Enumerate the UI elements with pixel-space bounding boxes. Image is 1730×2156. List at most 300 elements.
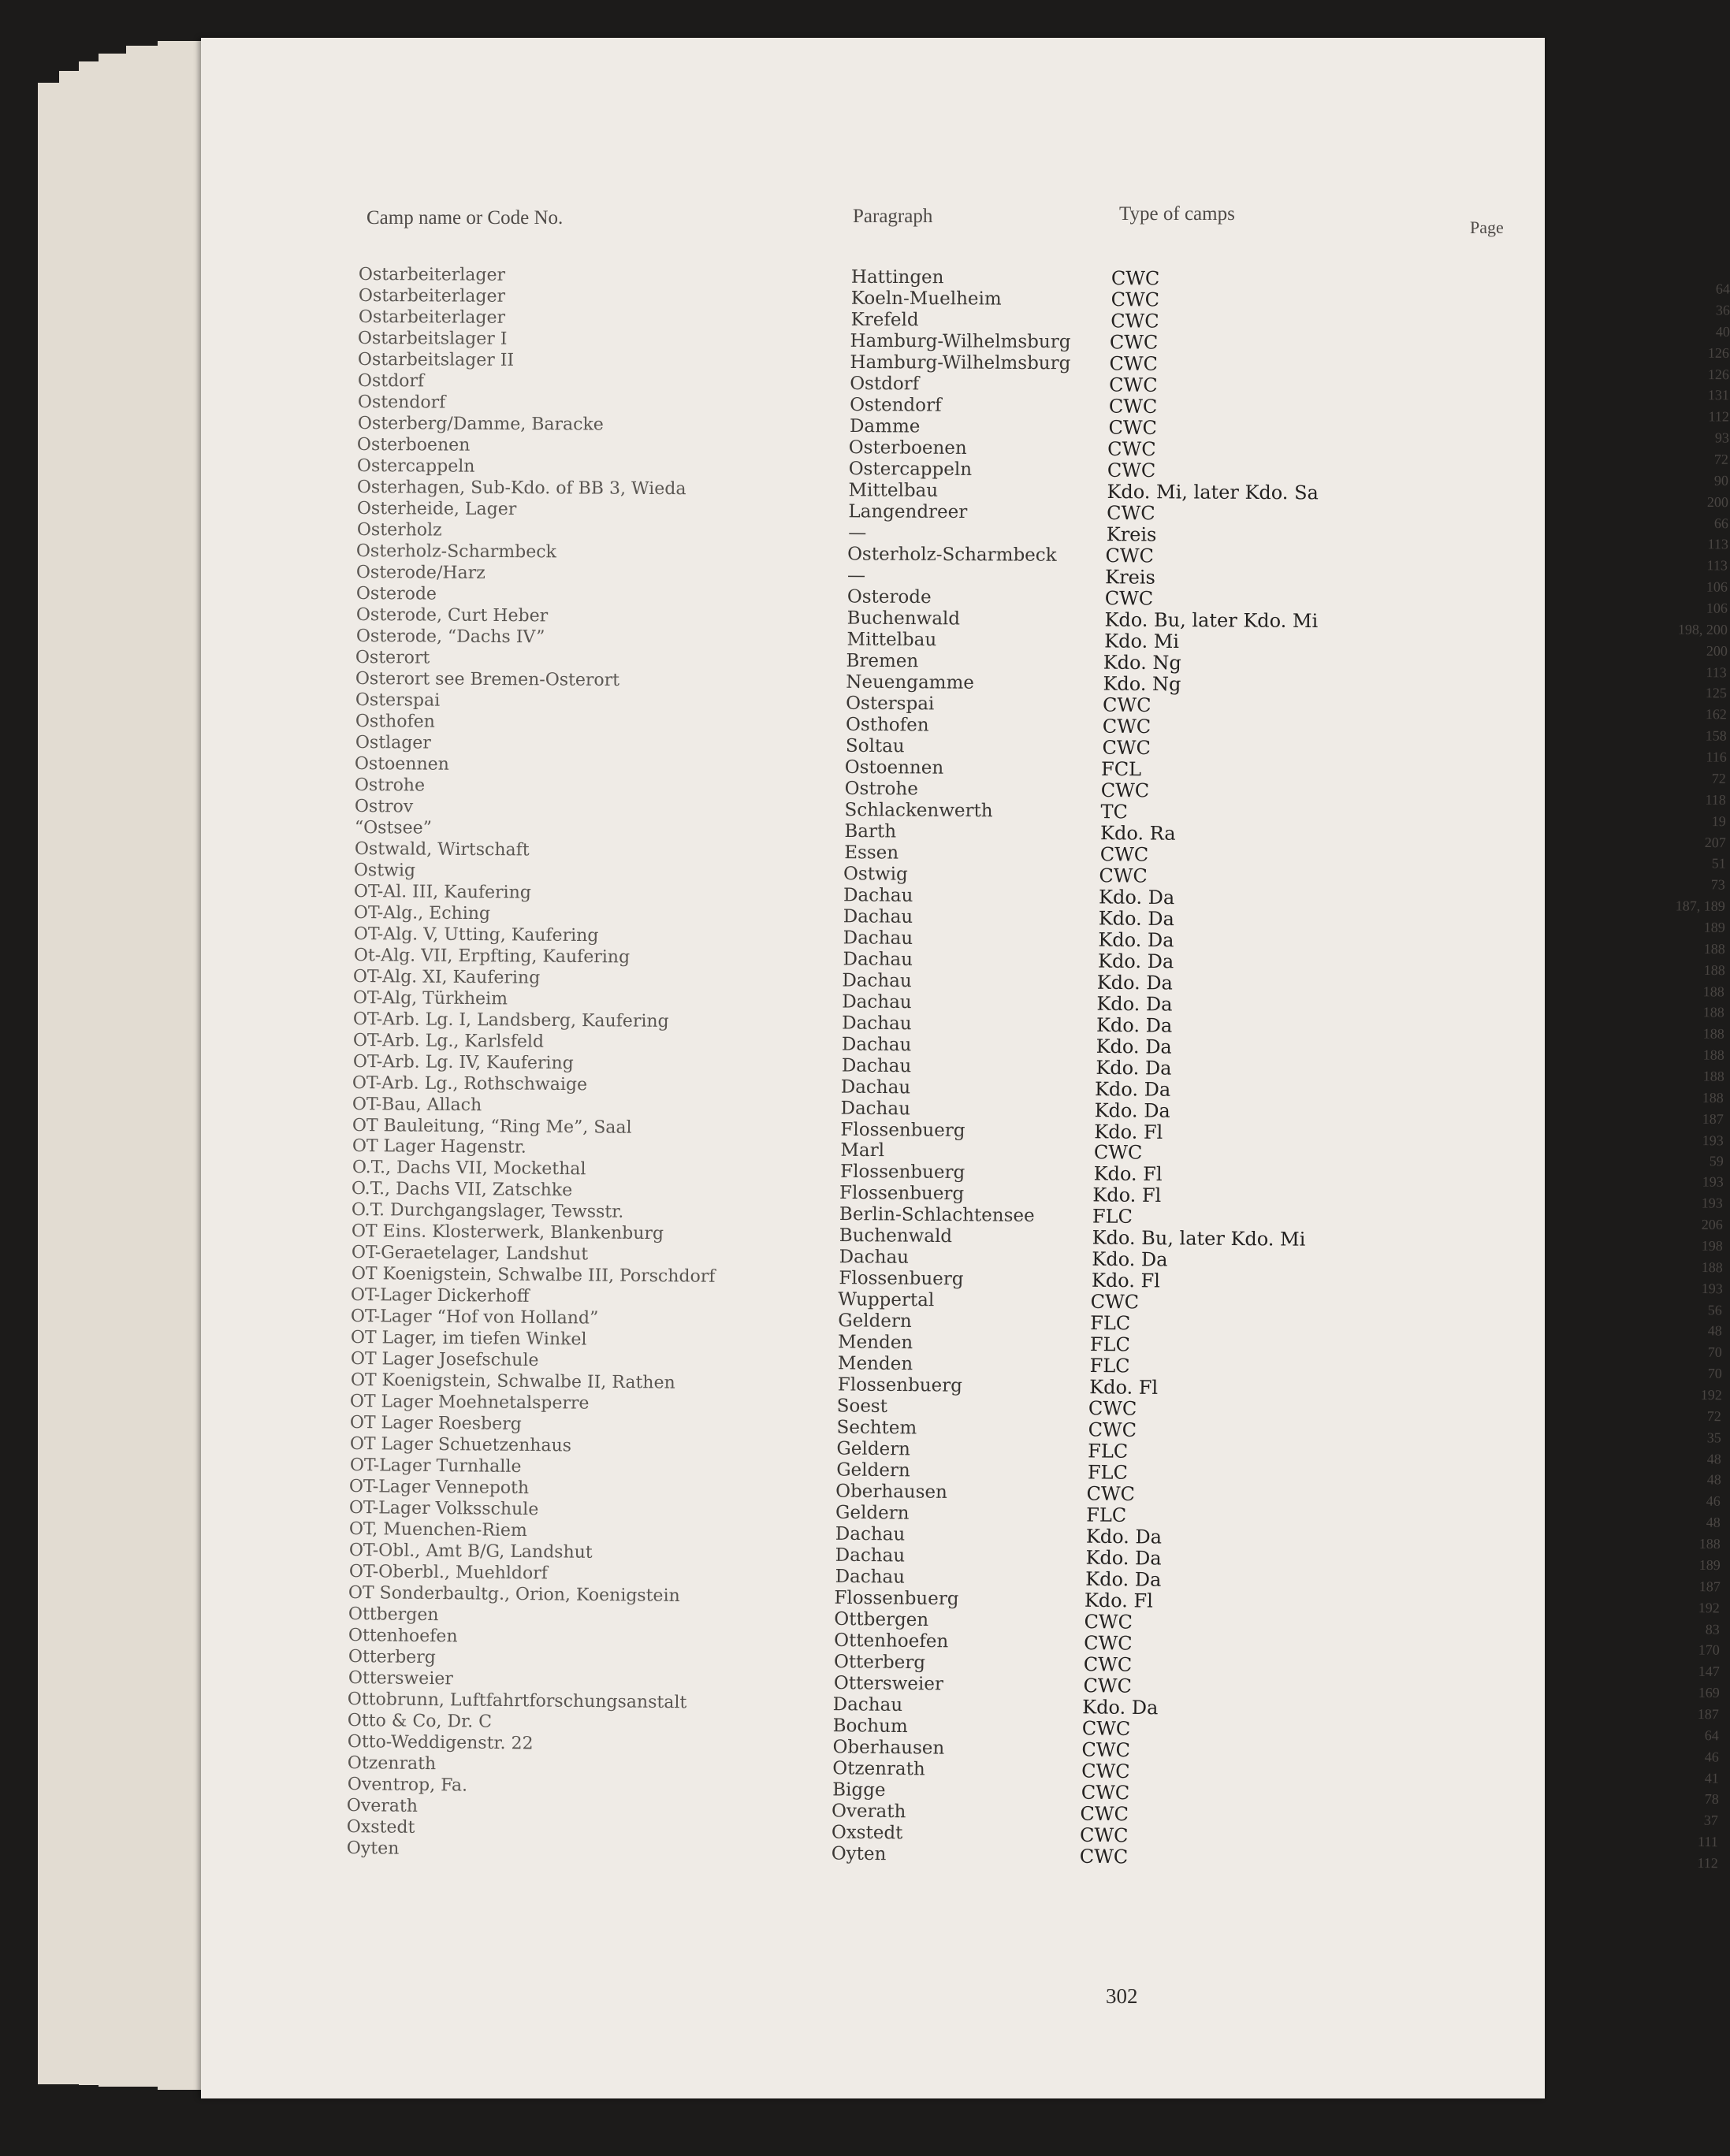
cell-paragraph: Menden (837, 1353, 913, 1375)
cell-type: Kdo. Bu, later Kdo. Mi (1092, 1226, 1306, 1251)
cell-page: 125 (1705, 685, 1728, 701)
cell-type: CWC (1110, 331, 1159, 354)
cell-paragraph: Ottenhoefen (834, 1630, 949, 1652)
cell-paragraph: Koeln-Muelheim (850, 288, 1002, 310)
cell-paragraph: Dachau (841, 1013, 912, 1034)
cell-paragraph: Dachau (842, 948, 913, 970)
cell-camp-name: OT Lager Roesberg (349, 1413, 522, 1435)
cell-page: 111 (1698, 1834, 1719, 1850)
cell-camp-name: OT Koenigstein, Schwalbe III, Porschdorf (351, 1264, 716, 1288)
cell-camp-name: OT Koenigstein, Schwalbe II, Rathen (350, 1370, 675, 1393)
cell-type: Kdo. Da (1095, 1056, 1172, 1080)
cell-camp-name: Ostendorf (357, 392, 446, 413)
cell-camp-name: Ostarbeiterlager (358, 286, 505, 307)
cell-paragraph: Oberhausen (832, 1737, 945, 1759)
cell-camp-name: Osterboenen (357, 434, 471, 455)
cell-page: 48 (1706, 1515, 1721, 1531)
cell-type: Kdo. Da (1096, 1013, 1173, 1037)
cell-camp-name: Ot-Alg. VII, Erpfting, Kaufering (353, 945, 630, 968)
cell-type: CWC (1081, 1717, 1131, 1740)
cell-paragraph: Oberhausen (835, 1481, 948, 1504)
cell-paragraph: Berlin-Schlachtensee (839, 1204, 1035, 1227)
cell-type: CWC (1106, 501, 1155, 525)
cell-page: 46 (1704, 1749, 1719, 1765)
cell-camp-name: OT-Arb. Lg., Rothschwaige (352, 1072, 588, 1095)
cell-camp-name: OT, Muenchen-Riem (348, 1519, 527, 1541)
cell-camp-name: Ostwald, Wirtschaft (354, 838, 530, 861)
cell-type: FLC (1090, 1312, 1131, 1335)
cell-paragraph: Hamburg-Wilhelmsburg (850, 330, 1071, 353)
cell-camp-name: O.T., Dachs VII, Mockethal (352, 1158, 586, 1180)
cell-camp-name: OT-Al. III, Kaufering (353, 881, 532, 903)
cell-camp-name: OT-Obl., Amt B/G, Landshut (348, 1541, 593, 1563)
cell-type: Kdo. Da (1085, 1546, 1162, 1570)
cell-type: TC (1100, 800, 1128, 823)
cell-paragraph: Krefeld (850, 309, 919, 331)
cell-page: 35 (1706, 1429, 1721, 1446)
cell-page: 93 (1714, 429, 1729, 446)
cell-camp-name: Ostdorf (357, 370, 425, 392)
header-page: Page (1470, 217, 1504, 237)
cell-camp-name: OT Lager Moehnetalsperre (350, 1392, 590, 1414)
cell-paragraph: Sechtem (836, 1417, 917, 1439)
cell-camp-name: Ostwig (354, 860, 416, 881)
cell-page: 193 (1702, 1195, 1724, 1212)
cell-page: 78 (1704, 1791, 1719, 1808)
cell-type: CWC (1081, 1781, 1129, 1805)
cell-paragraph: Dachau (835, 1523, 906, 1545)
cell-page: 66 (1713, 515, 1728, 531)
cell-paragraph: Flossenbuerg (839, 1162, 965, 1184)
cell-paragraph: Dachau (843, 905, 913, 927)
cell-paragraph: Barth (844, 820, 896, 842)
cell-page: 70 (1707, 1344, 1722, 1361)
cell-page: 200 (1706, 493, 1728, 510)
cell-camp-name: Osthofen (355, 711, 435, 732)
cell-page: 162 (1705, 706, 1727, 723)
cell-camp-name: Oyten (346, 1838, 400, 1859)
cell-paragraph: Schlackenwerth (844, 799, 993, 821)
cell-camp-name: Ostoennen (355, 753, 450, 775)
cell-page: 188 (1703, 961, 1725, 978)
cell-paragraph: Geldern (838, 1310, 912, 1333)
cell-type: Kdo. Ng (1103, 651, 1182, 675)
cell-paragraph: Soest (836, 1396, 888, 1418)
cell-page: 19 (1711, 812, 1726, 829)
cell-paragraph: Menden (837, 1332, 913, 1354)
cell-page: 147 (1698, 1663, 1720, 1680)
cell-type: Kreis (1105, 566, 1156, 589)
cell-camp-name: “Ostsee” (354, 817, 432, 838)
cell-page: 112 (1697, 1854, 1718, 1872)
cell-camp-name: Osterheide, Lager (356, 498, 517, 519)
cell-type: FLC (1088, 1440, 1129, 1463)
cell-paragraph: Mittelbau (848, 480, 939, 501)
cell-paragraph: Ostercappeln (848, 459, 973, 480)
cell-page: 72 (1707, 1408, 1722, 1425)
cell-paragraph: Oyten (831, 1843, 887, 1865)
cell-camp-name: OT-Lager Dickerhoff (351, 1285, 530, 1307)
cell-camp-name: Oventrop, Fa. (347, 1775, 467, 1796)
cell-paragraph: Ostoennen (845, 756, 944, 779)
cell-paragraph: Neuengamme (846, 671, 975, 693)
cell-paragraph: Dachau (842, 970, 913, 991)
cell-type: Kdo. Fl (1085, 1589, 1154, 1612)
cell-page: 193 (1702, 1132, 1724, 1148)
cell-camp-name: OT-Alg. V, Utting, Kaufering (353, 924, 599, 946)
cell-paragraph: Geldern (835, 1502, 910, 1524)
cell-paragraph: Dachau (832, 1694, 903, 1716)
cell-type: CWC (1100, 779, 1150, 802)
cell-camp-name: OT Eins. Klosterwerk, Blankenburg (351, 1221, 664, 1244)
cell-paragraph: Geldern (835, 1459, 910, 1481)
cell-paragraph: Oxstedt (831, 1822, 903, 1844)
cell-paragraph: Osterspai (846, 693, 935, 715)
cell-type: CWC (1088, 1418, 1137, 1442)
cell-camp-name: Ottbergen (348, 1604, 439, 1626)
cell-paragraph: — (847, 565, 866, 586)
cell-paragraph: Geldern (836, 1438, 910, 1460)
cell-type: Kdo. Fl (1092, 1184, 1162, 1207)
cell-camp-name: Ostrov (354, 796, 414, 817)
cell-camp-name: Osterode (355, 583, 437, 604)
cell-type: CWC (1080, 1823, 1129, 1847)
cell-type: CWC (1108, 416, 1157, 439)
cell-page: 64 (1704, 1727, 1720, 1744)
cell-camp-name: Osterholz-Scharmbeck (356, 541, 557, 563)
cell-page: 170 (1698, 1641, 1720, 1659)
cell-paragraph: Osterholz-Scharmbeck (847, 544, 1058, 566)
cell-page: 48 (1707, 1323, 1722, 1340)
cell-type: Kdo. Ra (1099, 821, 1176, 845)
cell-type: Kdo. Da (1096, 1035, 1172, 1058)
cell-paragraph: Hamburg-Wilhelmsburg (850, 351, 1071, 374)
cell-page: 37 (1704, 1812, 1719, 1829)
cell-camp-name: Ostarbeiterlager (358, 307, 505, 328)
cell-paragraph: Buchenwald (839, 1225, 953, 1247)
header-paragraph: Paragraph (853, 206, 933, 227)
cell-page: 106 (1706, 600, 1728, 616)
cell-camp-name: OT Sonderbaultg., Orion, Koenigstein (348, 1583, 681, 1607)
cell-type: Kdo. Da (1096, 992, 1173, 1015)
cell-page: 206 (1701, 1217, 1723, 1233)
cell-paragraph: — (847, 522, 866, 544)
cell-camp-name: Ostlager (355, 732, 431, 753)
cell-camp-name: OT-Arb. Lg. I, Landsberg, Kaufering (352, 1009, 669, 1032)
cell-type: CWC (1090, 1291, 1140, 1314)
cell-camp-name: Osterode, “Dachs IV” (355, 626, 545, 648)
cell-page: 64 (1715, 281, 1730, 297)
cell-page: 192 (1700, 1387, 1722, 1403)
cell-type: Kdo. Ng (1103, 672, 1181, 695)
cell-page: 83 (1705, 1621, 1721, 1637)
cell-camp-name: Ostrohe (354, 775, 426, 796)
cell-type: CWC (1088, 1397, 1137, 1421)
cell-type: Kdo. Da (1097, 928, 1174, 951)
cell-camp-name: Ottobrunn, Luftfahrtforschungsanstalt (348, 1689, 687, 1713)
cell-camp-name: OT-Lager Turnhalle (349, 1455, 522, 1478)
cell-type: CWC (1079, 1845, 1129, 1868)
cell-paragraph: Dachau (843, 884, 913, 906)
cell-type: Kdo. Da (1096, 971, 1174, 994)
cell-page: 188 (1701, 1259, 1723, 1276)
cell-camp-name: OT Bauleitung, “Ring Me”, Saal (352, 1115, 632, 1138)
cell-page: 188 (1702, 1068, 1724, 1084)
cell-paragraph: Mittelbau (846, 629, 936, 651)
cell-paragraph: Dachau (839, 1247, 909, 1269)
cell-camp-name: OT-Arb. Lg. IV, Kaufering (352, 1051, 574, 1073)
cell-type: CWC (1107, 459, 1156, 482)
cell-paragraph: Soltau (845, 735, 905, 756)
cell-page: 48 (1706, 1451, 1721, 1467)
cell-camp-name: Otto & Co, Dr. C (347, 1711, 493, 1732)
cell-page: 200 (1706, 642, 1728, 659)
cell-page: 188 (1702, 1025, 1724, 1042)
cell-type: CWC (1111, 267, 1160, 290)
cell-page: 56 (1708, 1302, 1723, 1318)
cell-paragraph: Buchenwald (846, 608, 960, 630)
cell-page: 188 (1698, 1536, 1721, 1552)
cell-page: 118 (1705, 791, 1726, 808)
cell-type: CWC (1084, 1632, 1133, 1655)
cell-type: CWC (1101, 736, 1151, 759)
cell-page: 113 (1706, 557, 1728, 574)
cell-page: 187, 189 (1675, 898, 1725, 914)
cell-paragraph: Osterode (846, 586, 932, 608)
cell-camp-name: OT-Alg., Eching (353, 902, 491, 924)
cell-page: 189 (1703, 919, 1725, 935)
cell-paragraph: Ostrohe (844, 778, 919, 800)
cell-paragraph: Damme (849, 415, 921, 437)
cell-camp-name: Otzenrath (347, 1753, 437, 1775)
cell-type: Kreis (1106, 522, 1157, 546)
cell-type: CWC (1099, 842, 1148, 866)
cell-camp-name: OT-Oberbl., Muehldorf (348, 1562, 548, 1584)
cell-camp-name: Ostarbeitslager I (358, 329, 508, 349)
cell-type: CWC (1109, 374, 1158, 396)
cell-camp-name: Osterode, Curt Heber (355, 604, 549, 626)
cell-type: FCL (1101, 757, 1142, 780)
cell-paragraph: Ottbergen (834, 1609, 929, 1631)
cell-paragraph: Dachau (843, 927, 913, 949)
cell-paragraph: Flossenbuerg (840, 1119, 965, 1141)
cell-camp-name: OT Lager Schuetzenhaus (349, 1434, 572, 1456)
cell-type: Kdo. Da (1095, 1077, 1171, 1101)
cell-page: 40 (1715, 323, 1730, 340)
cell-camp-name: OT-Lager Vennepoth (349, 1477, 530, 1499)
cell-camp-name: Osterort see Bremen-Osterort (355, 668, 620, 690)
cell-page: 59 (1709, 1153, 1724, 1169)
cell-camp-name: OT-Lager “Hof von Holland” (350, 1307, 599, 1329)
cell-page: 90 (1714, 472, 1729, 489)
cell-type: CWC (1082, 1675, 1132, 1697)
cell-page: 113 (1707, 536, 1728, 552)
cell-page: 131 (1707, 387, 1729, 403)
cell-page: 188 (1703, 983, 1725, 999)
cell-paragraph: Flossenbuerg (838, 1268, 964, 1290)
cell-paragraph: Dachau (841, 1034, 912, 1055)
cell-type: CWC (1083, 1653, 1133, 1676)
cell-type: Kdo. Da (1091, 1248, 1168, 1271)
cell-paragraph: Osthofen (845, 714, 929, 736)
cell-type: FLC (1087, 1461, 1128, 1484)
header-camp-name: Camp name or Code No. (366, 207, 564, 229)
cell-page: 188 (1702, 1089, 1724, 1106)
cell-type: Kdo. Da (1099, 886, 1175, 909)
cell-type: Kdo. Fl (1091, 1269, 1160, 1292)
cell-page: 41 (1704, 1770, 1719, 1786)
cell-paragraph: Bremen (846, 650, 919, 672)
cell-camp-name: O.T., Dachs VII, Zatschke (352, 1179, 573, 1201)
cell-camp-name: Osterort (355, 647, 430, 668)
cell-page: 72 (1714, 451, 1729, 467)
cell-type: Kdo. Da (1082, 1696, 1159, 1719)
cell-type: Kdo. Bu, later Kdo. Mi (1104, 608, 1319, 632)
cell-page: 187 (1698, 1706, 1720, 1723)
cell-type: Kdo. Da (1085, 1567, 1162, 1591)
cell-type: CWC (1102, 693, 1151, 716)
cell-page: 193 (1701, 1281, 1723, 1297)
cell-paragraph: Ostendorf (849, 394, 942, 416)
cell-type: CWC (1104, 587, 1154, 610)
cell-paragraph: Ottersweier (833, 1673, 943, 1695)
cell-type: Kdo. Da (1097, 950, 1174, 972)
cell-camp-name: OT Lager, im tiefen Winkel (350, 1328, 587, 1350)
cell-camp-name: O.T. Durchgangslager, Tewsstr. (351, 1200, 624, 1223)
cell-type: CWC (1105, 544, 1155, 567)
cell-camp-name: OT-Alg, Türkheim (352, 987, 508, 1009)
cell-type: FLC (1092, 1205, 1133, 1229)
cell-type: CWC (1109, 352, 1159, 375)
cell-type: Kdo. Da (1098, 907, 1174, 930)
cell-camp-name: Oxstedt (346, 1817, 415, 1838)
cell-type: CWC (1099, 864, 1148, 887)
cell-page: 72 (1712, 770, 1727, 786)
cell-camp-name: Osterberg/Damme, Baracke (357, 413, 604, 435)
cell-camp-name: Ostarbeitslager II (358, 349, 515, 370)
cell-page: 193 (1702, 1174, 1724, 1191)
cell-type: Kdo. Da (1094, 1098, 1171, 1122)
cell-camp-name: Ostarbeiterlager (358, 265, 506, 285)
cell-page: 198 (1701, 1238, 1723, 1255)
cell-type: FLC (1089, 1355, 1130, 1377)
cell-page: 48 (1706, 1471, 1721, 1489)
cell-camp-name: Ottersweier (348, 1668, 453, 1689)
cell-camp-name: Ostercappeln (357, 455, 475, 477)
cell-type: Kdo. Fl (1088, 1376, 1158, 1400)
cell-page: 158 (1705, 727, 1727, 744)
cell-type: CWC (1081, 1738, 1131, 1762)
cell-page: 51 (1711, 855, 1726, 872)
cell-type: CWC (1081, 1760, 1130, 1783)
cell-paragraph: Dachau (835, 1545, 906, 1567)
cell-paragraph: Wuppertal (838, 1289, 935, 1311)
header-type-of-camps: Type of camps (1119, 203, 1235, 225)
cell-page: 187 (1702, 1110, 1724, 1127)
cell-camp-name: Osterode/Harz (356, 562, 486, 583)
cell-camp-name: OT-Lager Volksschule (348, 1498, 539, 1520)
cell-camp-name: OT Lager Josefschule (350, 1349, 539, 1371)
cell-type: Kdo. Da (1085, 1525, 1163, 1548)
cell-camp-name: Overath (347, 1796, 419, 1816)
cell-page: 70 (1707, 1366, 1722, 1382)
cell-page: 106 (1706, 578, 1728, 595)
cell-type: CWC (1102, 715, 1151, 738)
cell-camp-name: Osterholz (356, 519, 442, 541)
cell-paragraph: Flossenbuerg (834, 1587, 960, 1610)
cell-camp-name: Otto-Weddigenstr. 22 (347, 1732, 534, 1754)
cell-page: 126 (1708, 366, 1730, 382)
page-number: 302 (1106, 1984, 1138, 2008)
cell-paragraph: Ostwig (843, 863, 909, 885)
cell-type: CWC (1110, 310, 1159, 333)
cell-page: 46 (1706, 1493, 1721, 1510)
cell-camp-name: Osterhagen, Sub-Kdo. of BB 3, Wieda (356, 477, 686, 500)
cell-paragraph: Otterberg (833, 1652, 925, 1674)
cell-paragraph: Osterboenen (849, 437, 968, 459)
cell-type: CWC (1084, 1611, 1133, 1634)
cell-paragraph: Dachau (840, 1076, 911, 1098)
cell-paragraph: Flossenbuerg (839, 1183, 965, 1205)
cell-camp-name: OT-Alg. XI, Kaufering (353, 966, 541, 988)
cell-page: 73 (1711, 876, 1726, 893)
cell-paragraph: Dachau (841, 1055, 911, 1076)
cell-type: Kdo. Fl (1094, 1120, 1163, 1143)
cell-paragraph: Overath (832, 1801, 906, 1823)
cell-paragraph: Ostdorf (850, 373, 920, 395)
cell-type: CWC (1093, 1141, 1143, 1165)
cell-page: 188 (1702, 1004, 1724, 1020)
cell-paragraph: Bigge (832, 1779, 886, 1801)
cell-type: CWC (1107, 437, 1157, 461)
cell-paragraph: Dachau (840, 1098, 911, 1119)
cell-type: Kdo. Mi (1103, 630, 1179, 652)
cell-paragraph: Langendreer (848, 501, 968, 522)
cell-paragraph: Essen (843, 842, 898, 864)
cell-camp-name: OT Lager Hagenstr. (352, 1136, 526, 1158)
cell-paragraph: Flossenbuerg (837, 1374, 962, 1397)
cell-type: CWC (1086, 1482, 1136, 1506)
cell-type: FLC (1089, 1333, 1130, 1356)
cell-page: 113 (1706, 664, 1728, 680)
cell-page: 192 (1698, 1599, 1721, 1616)
cell-page: 207 (1704, 834, 1726, 850)
cell-page: 189 (1698, 1556, 1721, 1574)
cell-paragraph: Hattingen (850, 266, 944, 288)
cell-camp-name: Ottenhoefen (348, 1626, 458, 1647)
cell-page: 198, 200 (1677, 621, 1728, 638)
cell-page: 187 (1698, 1578, 1721, 1595)
cell-type: CWC (1111, 288, 1159, 311)
cell-page: 188 (1702, 1046, 1724, 1063)
cell-paragraph: Marl (839, 1140, 884, 1162)
cell-page: 188 (1703, 940, 1725, 957)
cell-camp-name: OT-Geraetelager, Landshut (351, 1243, 588, 1265)
cell-type: FLC (1086, 1504, 1127, 1527)
cell-paragraph: Bochum (832, 1716, 909, 1738)
cell-paragraph: Dachau (842, 991, 912, 1013)
cell-page: 116 (1705, 749, 1727, 765)
cell-type: Kdo. Fl (1093, 1162, 1163, 1186)
cell-page: 36 (1715, 302, 1730, 318)
cell-paragraph: Otzenrath (832, 1758, 925, 1780)
cell-page: 169 (1698, 1684, 1720, 1701)
cell-camp-name: Osterspai (355, 690, 441, 711)
cell-camp-name: Otterberg (348, 1647, 436, 1668)
cell-camp-name: OT-Arb. Lg., Karlsfeld (352, 1030, 544, 1052)
cell-page: 112 (1708, 408, 1729, 425)
document-page (201, 38, 1730, 2098)
